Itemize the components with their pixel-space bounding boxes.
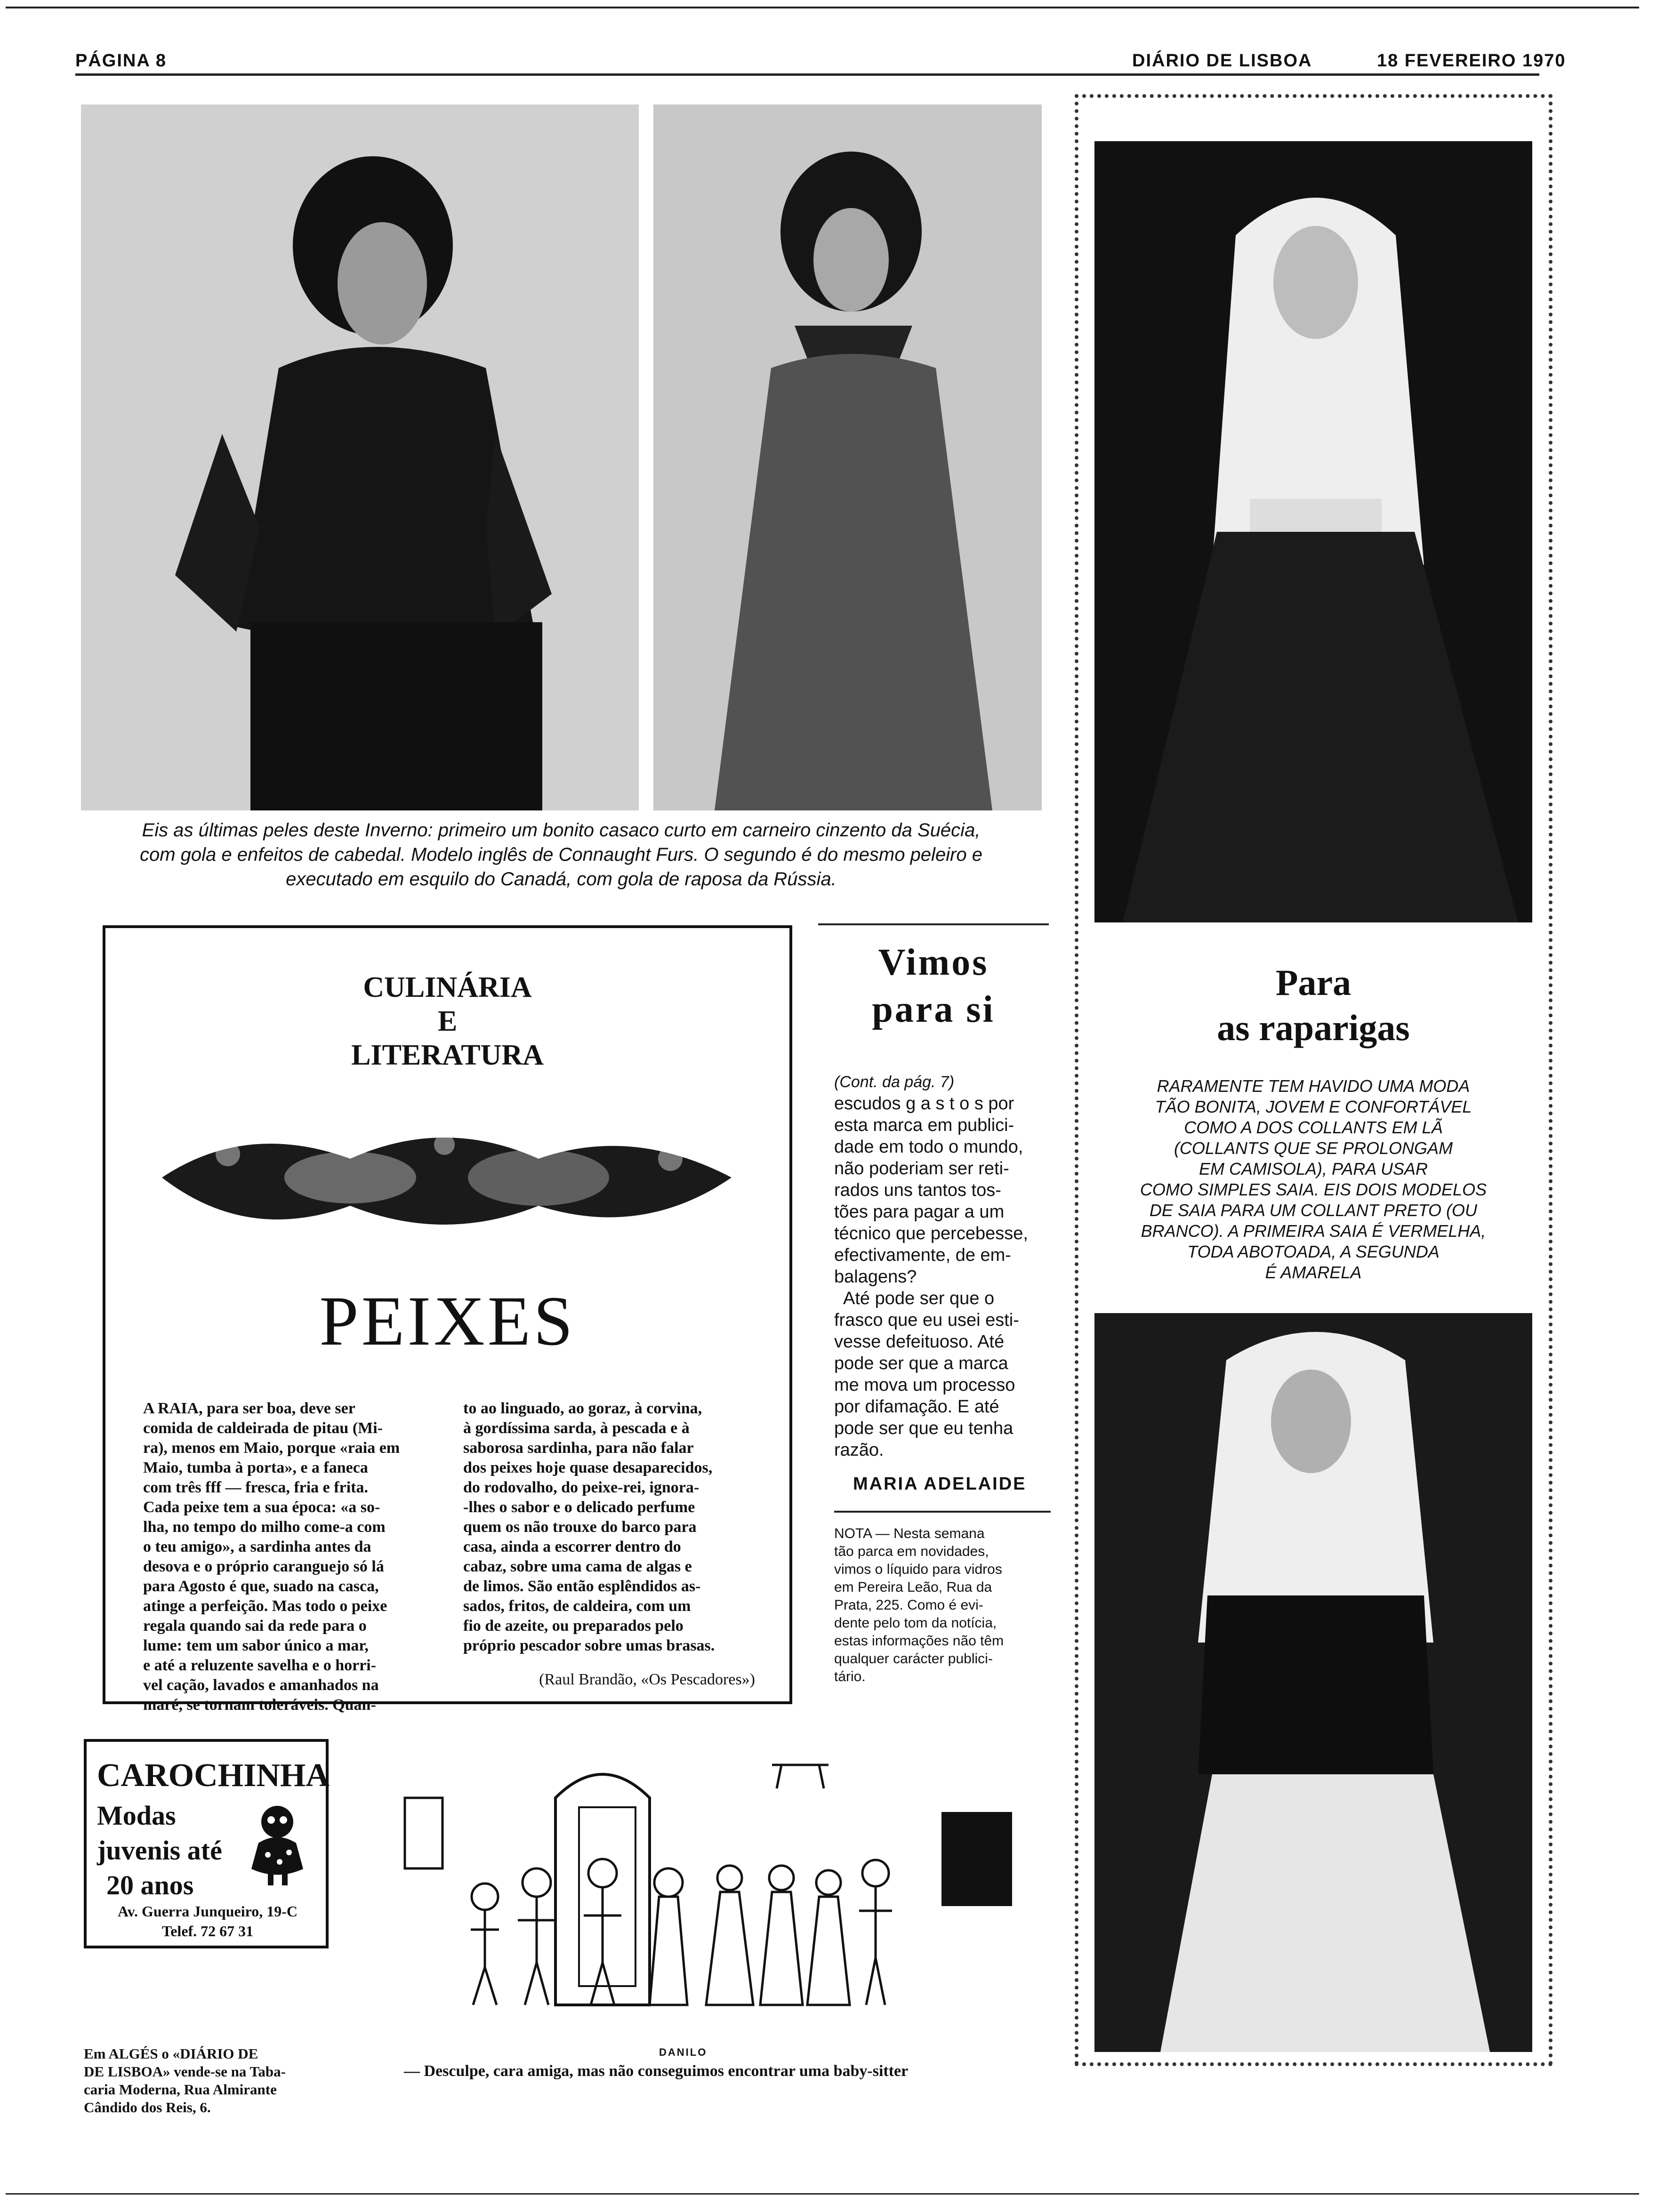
text-line: para Agosto é que, suado na casca, bbox=[143, 1578, 379, 1595]
cartoon-illustration bbox=[377, 1741, 1026, 2043]
text-line: rados uns tantos tos- bbox=[834, 1180, 1001, 1200]
notice-line: Cândido dos Reis, 6. bbox=[84, 2099, 211, 2116]
skirt-model-photo-2 bbox=[1094, 1313, 1532, 2052]
text-line: balagens? bbox=[834, 1267, 917, 1287]
text-line: Maio, tumba à porta», e a faneca bbox=[143, 1459, 368, 1476]
culinaria-title-line: CULINÁRIA bbox=[363, 971, 532, 1003]
text-line: cabaz, sobre uma cama de algas e bbox=[463, 1558, 692, 1575]
text-line: estas informações não têm bbox=[834, 1633, 1004, 1649]
text-line: tões para pagar a um bbox=[834, 1202, 1005, 1222]
text-line: fio de azeite, ou preparados pelo bbox=[463, 1617, 684, 1635]
raparigas-caption-line: COMO A DOS COLLANTS EM LÃ bbox=[1184, 1118, 1443, 1137]
doll-illustration bbox=[242, 1798, 313, 1888]
text-line: escudos g a s t o s por bbox=[834, 1094, 1014, 1114]
alges-notice bbox=[84, 2045, 347, 2116]
raparigas-caption-line: RARAMENTE TEM HAVIDO UMA MODA bbox=[1157, 1076, 1470, 1096]
culinaria-box bbox=[103, 925, 792, 1714]
notice-line: Em ALGÉS o «DIÁRIO DE bbox=[84, 2045, 258, 2062]
text-line: vesse defeituoso. Até bbox=[834, 1332, 1005, 1352]
raparigas-caption-line: É AMARELA bbox=[1265, 1263, 1362, 1282]
text-line: comida de caldeirada de pitau (Mi- bbox=[143, 1419, 383, 1437]
text-line: maré, se tornam toleráveis. Quan- bbox=[143, 1696, 376, 1714]
ad-text bbox=[97, 1798, 238, 1903]
raparigas-title bbox=[1083, 960, 1544, 1050]
text-line: NOTA — Nesta semana bbox=[834, 1526, 985, 1541]
raparigas-title-line: as raparigas bbox=[1217, 1007, 1410, 1048]
culinaria-title bbox=[105, 970, 789, 1072]
notice-line: DE LISBOA» vende-se na Taba- bbox=[84, 2063, 286, 2080]
text-line: Cada peixe tem a sua época: «a so- bbox=[143, 1499, 380, 1516]
text-line: Até pode ser que o bbox=[834, 1289, 995, 1308]
text-line: de limos. São então esplêndidos as- bbox=[463, 1578, 701, 1595]
text-line: tário. bbox=[834, 1669, 866, 1684]
seafood-illustration bbox=[153, 1107, 741, 1248]
cartoon-signature: DANILO bbox=[659, 2046, 708, 2058]
text-line: não poderiam ser reti- bbox=[834, 1159, 1009, 1178]
text-line: saborosa sardinha, para não falar bbox=[463, 1439, 694, 1457]
cartoon-caption: — Desculpe, cara amiga, mas não conseguimos encontrar uma baby-sitter bbox=[404, 2062, 909, 2080]
vimos-body bbox=[834, 1093, 1051, 1461]
text-line: técnico que percebesse, bbox=[834, 1224, 1028, 1243]
bottom-border bbox=[6, 2193, 1639, 2195]
ad-line: Modas bbox=[97, 1800, 176, 1831]
text-line: próprio pescador sobre umas brasas. bbox=[463, 1637, 715, 1654]
text-line: pode ser que eu tenha bbox=[834, 1419, 1014, 1438]
culinaria-headline: PEIXES bbox=[319, 1282, 576, 1360]
text-line: razão. bbox=[834, 1440, 884, 1460]
vimos-title bbox=[818, 939, 1049, 1033]
text-line: lume: tem um sabor único a mar, bbox=[143, 1637, 369, 1654]
raparigas-caption-line: EM CAMISOLA), PARA USAR bbox=[1199, 1159, 1428, 1178]
ad-brand: CAROCHINHA bbox=[97, 1757, 330, 1794]
page-number: PÁGINA 8 bbox=[75, 51, 167, 71]
text-line: e até a reluzente savelha e o horri- bbox=[143, 1657, 377, 1674]
text-line: o teu amigo», a sardinha antes da bbox=[143, 1538, 371, 1555]
text-line: casa, ainda a escorrer dentro do bbox=[463, 1538, 681, 1555]
fur-coat-photo-2 bbox=[653, 104, 1042, 810]
raparigas-caption-line: BRANCO). A PRIMEIRA SAIA É VERMELHA, bbox=[1141, 1221, 1486, 1241]
text-line: efectivamente, de em- bbox=[834, 1245, 1011, 1265]
vimos-nota bbox=[834, 1525, 1051, 1686]
ad-line: juvenis até bbox=[97, 1835, 222, 1866]
skirt-model-photo-1 bbox=[1094, 141, 1532, 922]
text-line: pode ser que a marca bbox=[834, 1354, 1008, 1373]
culinaria-column-1 bbox=[143, 1399, 440, 1715]
raparigas-caption-line: DE SAIA PARA UM COLLANT PRETO (OU bbox=[1149, 1201, 1478, 1220]
text-line: -lhes o sabor e o delicado perfume bbox=[463, 1499, 695, 1516]
raparigas-caption-line: (COLLANTS QUE SE PROLONGAM bbox=[1174, 1138, 1453, 1158]
caption-line: executado em esquilo do Canadá, com gola de raposa da Rússia. bbox=[286, 869, 837, 890]
issue-date: 18 FEVEREIRO 1970 bbox=[1377, 51, 1566, 71]
raparigas-caption-line: TODA ABOTOADA, A SEGUNDA bbox=[1187, 1242, 1440, 1261]
text-line: esta marca em publici- bbox=[834, 1115, 1014, 1135]
caption-line: Eis as últimas peles deste Inverno: primeiro um bonito casaco curto em carneiro cinzento da Suécia, bbox=[142, 820, 981, 841]
text-line: à gordíssima sarda, à pescada e à bbox=[463, 1419, 690, 1437]
text-line: dade em todo o mundo, bbox=[834, 1137, 1023, 1157]
text-line: dos peixes hoje quase desaparecidos, bbox=[463, 1459, 713, 1476]
vimos-continued: (Cont. da pág. 7) bbox=[834, 1073, 955, 1091]
text-line: sados, fritos, de caldeira, com um bbox=[463, 1597, 691, 1615]
ad-address: Av. Guerra Junqueiro, 19-C bbox=[118, 1903, 298, 1920]
fur-coat-photo-1 bbox=[81, 104, 639, 810]
raparigas-title-line: Para bbox=[1275, 962, 1351, 1003]
raparigas-caption bbox=[1083, 1076, 1544, 1283]
text-line: A RAIA, para ser boa, deve ser bbox=[143, 1400, 355, 1417]
text-line: com três fff — fresca, fria e frita. bbox=[143, 1479, 368, 1496]
text-line: me mova um processo bbox=[834, 1375, 1015, 1395]
culinaria-source: (Raul Brandão, «Os Pescadores») bbox=[539, 1671, 755, 1688]
text-line: qualquer carácter publici- bbox=[834, 1651, 993, 1667]
text-line: regala quando sai da rede para o bbox=[143, 1617, 367, 1635]
ad-line: 20 anos bbox=[106, 1870, 194, 1900]
text-line: atinge a perfeição. Mas todo o peixe bbox=[143, 1597, 387, 1615]
text-line: quem os não trouxe do barco para bbox=[463, 1518, 697, 1536]
carochinha-ad bbox=[84, 1739, 329, 1948]
text-line: do rodovalho, do peixe-rei, ignora- bbox=[463, 1479, 700, 1496]
raparigas-caption-line: COMO SIMPLES SAIA. EIS DOIS MODELOS bbox=[1140, 1180, 1487, 1199]
text-line: por difamação. E até bbox=[834, 1397, 999, 1417]
notice-line: caria Moderna, Rua Almirante bbox=[84, 2081, 277, 2098]
vimos-author: MARIA ADELAIDE bbox=[853, 1474, 1027, 1494]
text-line: to ao linguado, ao goraz, à corvina, bbox=[463, 1400, 702, 1417]
text-line: vimos o líquido para vidros bbox=[834, 1562, 1002, 1577]
fur-photos-caption bbox=[81, 818, 1041, 891]
header-rule bbox=[75, 73, 1539, 76]
caption-line: com gola e enfeitos de cabedal. Modelo inglês de Connaught Furs. O segundo é do mesmo peleiro e bbox=[140, 844, 982, 865]
text-line: vel cação, lavados e amanhados na bbox=[143, 1676, 379, 1694]
raparigas-caption-line: TÃO BONITA, JOVEM E CONFORTÁVEL bbox=[1155, 1097, 1472, 1116]
vimos-title-line: Vimos bbox=[878, 942, 989, 983]
text-line: tão parca em novidades, bbox=[834, 1544, 989, 1559]
text-line: dente pelo tom da notícia, bbox=[834, 1615, 997, 1631]
culinaria-column-2 bbox=[463, 1399, 755, 1690]
text-line: Prata, 225. Como é evi- bbox=[834, 1597, 983, 1613]
culinaria-title-line: LITERATURA bbox=[351, 1039, 544, 1071]
top-border bbox=[6, 7, 1639, 8]
vimos-title-line: para si bbox=[872, 989, 995, 1030]
culinaria-title-line: E bbox=[437, 1005, 458, 1037]
ad-phone: Telef. 72 67 31 bbox=[161, 1923, 254, 1940]
vimos-nota-rule bbox=[834, 1511, 1051, 1513]
text-line: lha, no tempo do milho come-a com bbox=[143, 1518, 386, 1536]
text-line: ra), menos em Maio, porque «raia em bbox=[143, 1439, 400, 1457]
newspaper-name: DIÁRIO DE LISBOA bbox=[1132, 51, 1312, 71]
text-line: frasco que eu usei esti- bbox=[834, 1310, 1019, 1330]
text-line: desova e o próprio caranguejo só lá bbox=[143, 1558, 384, 1575]
vimos-top-rule bbox=[818, 923, 1049, 925]
text-line: em Pereira Leão, Rua da bbox=[834, 1579, 992, 1595]
